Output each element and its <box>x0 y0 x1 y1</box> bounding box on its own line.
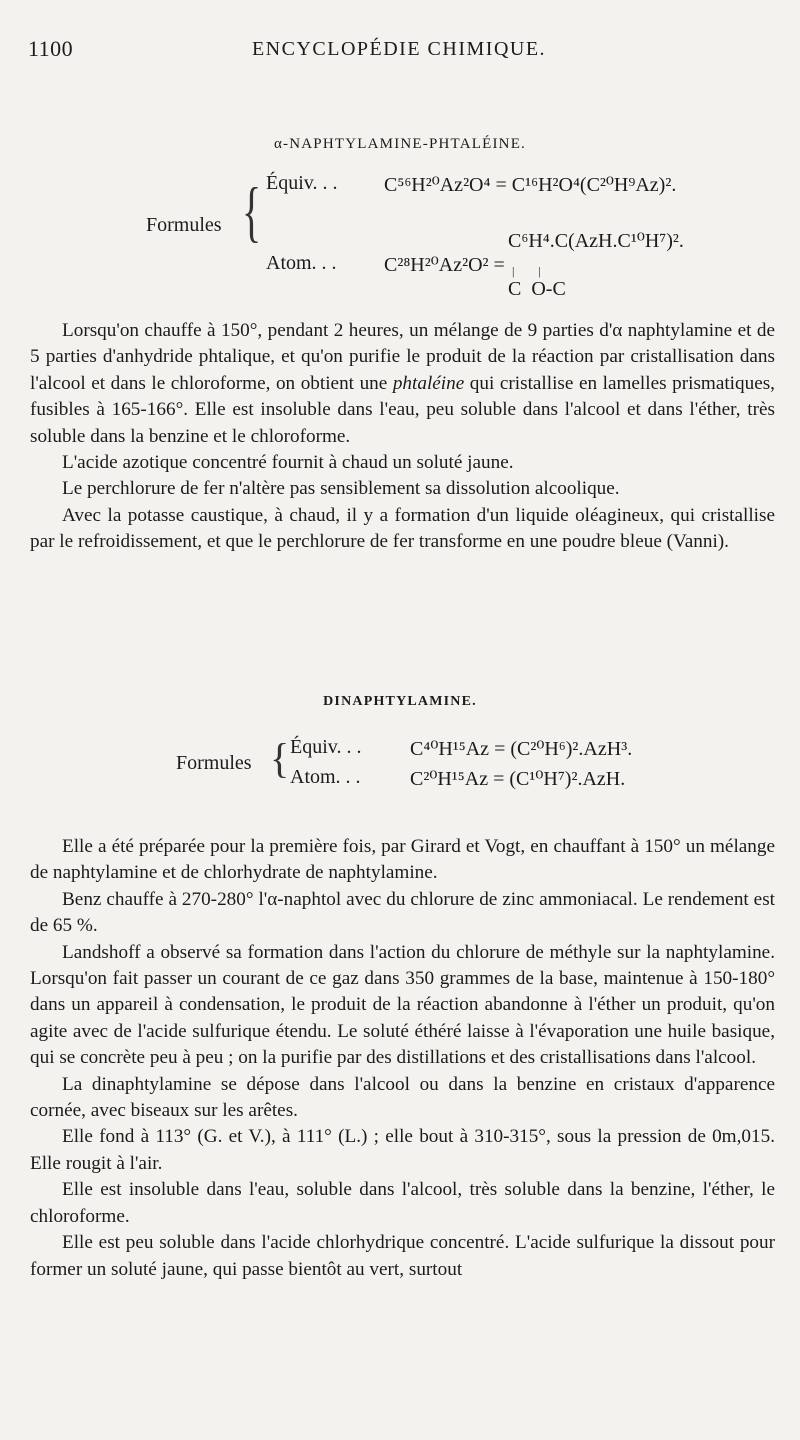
paragraph: Elle a été préparée pour la première fois, par Girard et Vogt, en chauffant à 150° un mélange de naphtylamine et de chlorhydrate de naphtylamine. <box>30 836 775 884</box>
atom-label: Atom. . . <box>266 252 337 274</box>
formulas-label: Formules <box>176 752 252 774</box>
paragraph: Le perchlorure de fer n'altère pas sensiblement sa dissolution alcoolique. <box>62 478 620 500</box>
section2-text <box>30 834 775 1283</box>
formulas-block-phtaleine <box>0 172 800 312</box>
italic-term: phtaléine <box>392 372 465 394</box>
section-title-dinaphtylamine: DINAPHTYLAMINE. <box>323 694 477 709</box>
running-title: ENCYCLOPÉDIE CHIMIQUE. <box>251 38 547 60</box>
equiv-formula: C⁴⁰H¹⁵Az = (C²⁰H⁶)².AzH³. <box>410 738 633 760</box>
formulas-label: Formules <box>146 214 222 236</box>
atom-formula-line3: C O-C <box>508 278 566 300</box>
paragraph: L'acide azotique concentré fournit à chaud un soluté jaune. <box>62 452 514 474</box>
brace-icon: { <box>270 734 290 783</box>
atom-formula-line1: C⁶H⁴.C(AzH.C¹⁰H⁷)². <box>508 230 684 252</box>
atom-bonds: | | <box>512 264 541 278</box>
equiv-formula: C⁵⁶H²⁰Az²O⁴ = C¹⁶H²O⁴(C²⁰H⁹Az)². <box>384 174 677 196</box>
paragraph: Landshoff a observé sa formation dans l'action du chlorure de méthyle sur la naphtylamine. Lorsqu'on fait passer un courant de ce gaz dans 350 grammes de la base, maintenue à 150-180° dans un appareil à condensation, le produit de la réaction abandonne à l'éther un produit, qu'on agite avec de l'acide sulfurique étendu. Le soluté éthéré laisse à l'évaporation une huile basique, qui se concrète peu à peu ; on la purifie par des distillations et des cristallisations dans l'alcool. <box>30 941 775 1069</box>
paragraph: Elle est insoluble dans l'eau, soluble dans l'alcool, très soluble dans la benzine, l'éther, le chloroforme. <box>30 1179 775 1227</box>
atom-formula: C²⁸H²⁰Az²O² = <box>384 254 505 276</box>
paragraph: Benz chauffe à 270-280° l'α-naphtol avec du chlorure de zinc ammoniacal. Le rendement est de 65 %. <box>30 888 775 937</box>
atom-label: Atom. . . <box>290 766 361 788</box>
paragraph: Elle est peu soluble dans l'acide chlorhydrique concentré. L'acide sulfurique la dissout pour former un soluté jaune, qui passe bientôt au vert, surtout <box>30 1232 775 1280</box>
formulas-block-dinaphtylamine <box>0 736 800 800</box>
paragraph: La dinaphtylamine se dépose dans l'alcool ou dans la benzine en cristaux d'apparence cornée, avec biseaux sur les arêtes. <box>30 1073 775 1122</box>
paragraph: Lorsqu'on chauffe à 150°, pendant 2 heures, un mélange de 9 parties d'α naphtylamine et de 5 parties d'anhydride phtalique, et qu'on purifie le produit de la réaction par cristallisation dans l'alcool et dans le chloroforme, on obtient une phtaléine qui cristallise en lamelles prismatiques, fusibles à 165-166°. Elle est insoluble dans l'eau, peu soluble dans l'alcool et dans l'éther, très soluble dans la benzine et le chloroforme. <box>30 320 775 447</box>
equiv-label: Équiv. . . <box>266 172 338 194</box>
paragraph: Elle fond à 113° (G. et V.), à 111° (L.) ; elle bout à 310-315°, sous la pression de 0m,015. Elle rougit à l'air. <box>30 1126 775 1174</box>
atom-formula: C²⁰H¹⁵Az = (C¹⁰H⁷)².AzH. <box>410 768 626 790</box>
brace-icon: { <box>242 172 262 250</box>
page-number: 1100 <box>28 36 74 61</box>
paragraph: Avec la potasse caustique, à chaud, il y a formation d'un liquide oléagineux, qui cristallise par le refroidissement, et que le perchlorure de fer transforme en une poudre bleue (Vanni). <box>30 504 775 553</box>
running-head <box>28 36 770 66</box>
equiv-label: Équiv. . . <box>290 736 362 758</box>
section1-text <box>30 318 775 556</box>
section-title-naphtylamine-phtaleine: α-NAPHTYLAMINE-PHTALÉINE. <box>273 136 527 152</box>
